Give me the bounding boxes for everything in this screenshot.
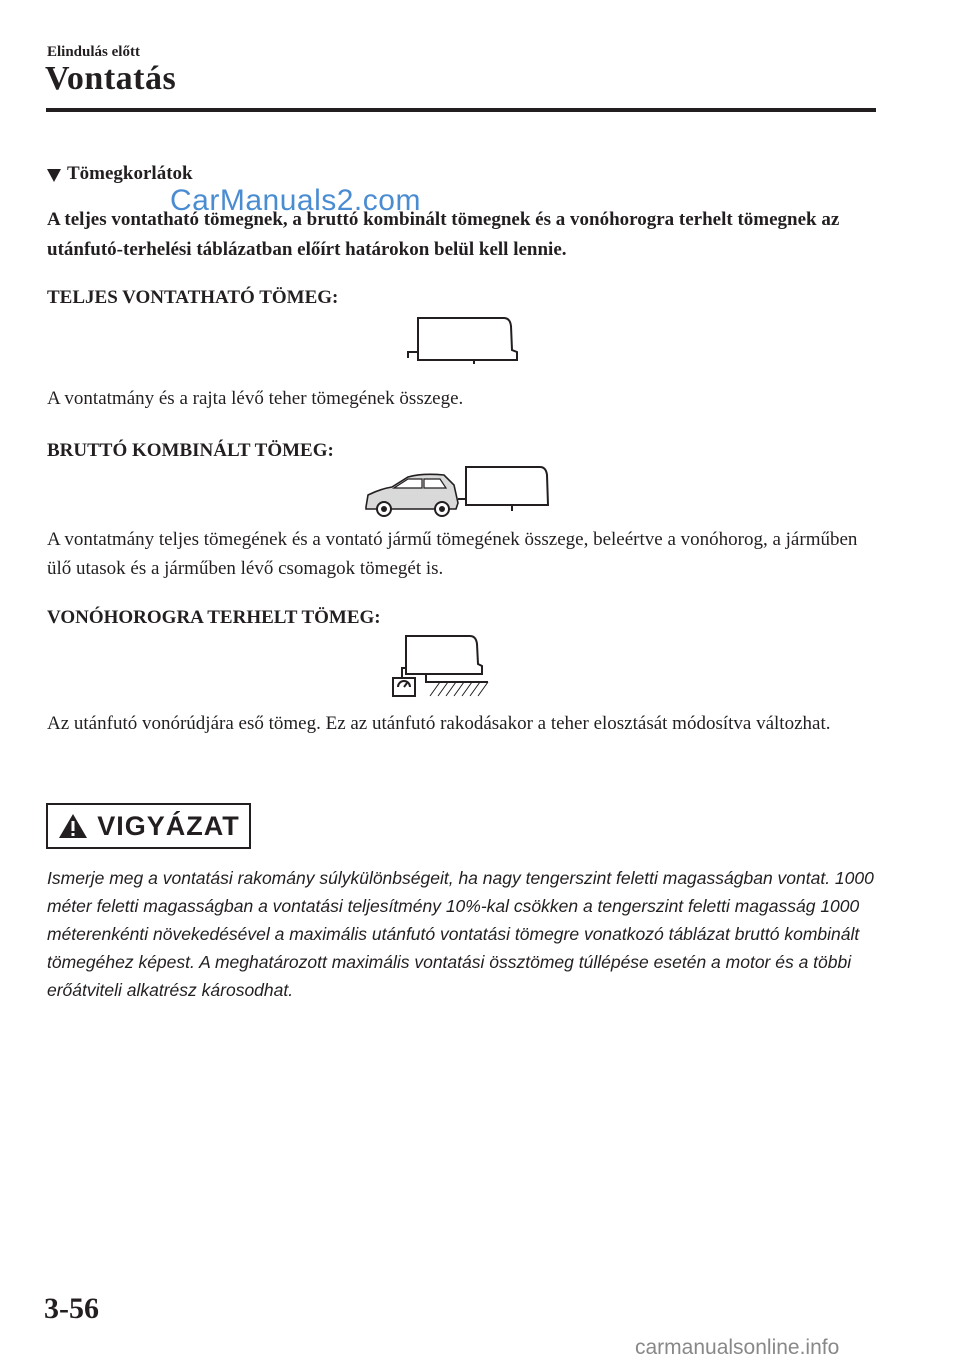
desc-gross-combined-mass: A vontatmány teljes tömegének és a vontató jármű tömegének összege, beleértve a vonóhorog, a járműben ülő utasok és a járműben lévő csomagok tömegét is. xyxy=(47,529,858,579)
breadcrumb: Elindulás előtt xyxy=(47,44,140,60)
caution-box xyxy=(46,803,251,849)
intro-paragraph: A teljes vontatható tömegnek, a bruttó kombinált tömegnek és a vonóhorogra terhelt tömegnek az utánfutó-terhelési táblázatban előírt határokon belül kell lennie. xyxy=(47,209,840,260)
section-heading-text: Tömegkorlátok xyxy=(67,163,193,184)
label-total-towable-mass: TELJES VONTATHATÓ TÖMEG: xyxy=(47,287,339,308)
page-title: Vontatás xyxy=(45,60,177,97)
desc-total-towable-mass: A vontatmány és a rajta lévő teher tömegének összege. xyxy=(47,388,464,409)
footer-watermark: carmanualsonline.info xyxy=(635,1336,840,1359)
car-with-trailer-icon xyxy=(362,463,554,521)
warning-triangle-icon xyxy=(57,812,89,840)
desc-tongue-load: Az utánfutó vonórúdjára eső tömeg. Ez az utánfutó rakodásakor a teher elosztását módosítva változhat. xyxy=(47,713,831,734)
caution-label: VIGYÁZAT xyxy=(97,810,240,841)
title-rule xyxy=(46,108,876,112)
triangle-down-icon xyxy=(47,169,61,182)
trailer-tongue-scale-icon xyxy=(390,632,490,700)
page-number: 3-56 xyxy=(44,1292,99,1325)
label-gross-combined-mass: BRUTTÓ KOMBINÁLT TÖMEG: xyxy=(47,440,334,461)
section-heading xyxy=(47,163,193,185)
trailer-icon xyxy=(404,312,522,370)
watermark-top: CarManuals2.com xyxy=(170,184,421,217)
label-tongue-load: VONÓHOROGRA TERHELT TÖMEG: xyxy=(47,607,381,628)
caution-body: Ismerje meg a vontatási rakomány súlykülönbségeit, ha nagy tengerszint feletti magasságban vontat. 1000 méter feletti magasságban a vontatási teljesítmény 10%-kal csökken a tengerszint feletti magasság 1000 méterenkénti növekedésével a maximális utánfutó vontatási tömegre vonatkozó táblázat bruttó kombinált tömegéhez képest. A meghatározott maximális vontatási össztömeg túllépése esetén a motor és a többi erőátviteli alkatrész károsodhat. xyxy=(47,868,874,1000)
